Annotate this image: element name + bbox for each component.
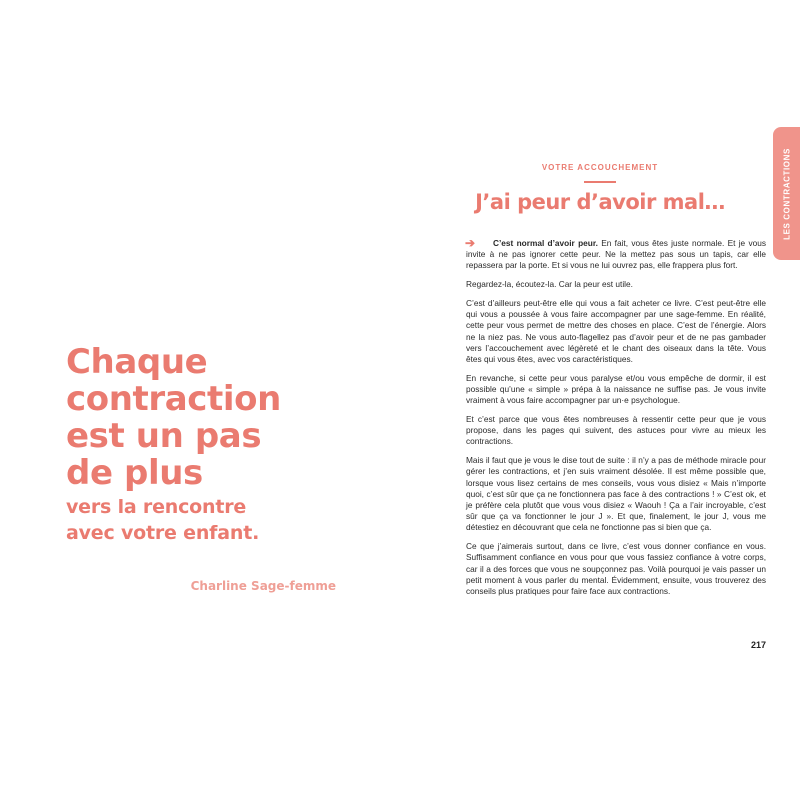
body-text — [466, 238, 766, 605]
chapter-tab — [773, 127, 800, 260]
paragraph-lead: C’est normal d’avoir peur. — [493, 238, 598, 248]
quote-sub-line: avec votre enfant. — [66, 522, 260, 544]
quote-line: est un pas — [66, 416, 262, 456]
quote-line: contraction — [66, 379, 281, 419]
paragraph — [466, 238, 766, 272]
page-number: 217 — [750, 640, 766, 650]
section-kicker: VOTRE ACCOUCHEMENT — [541, 163, 659, 172]
paragraph: Regardez-la, écoutez-la. Car la peur est utile. — [466, 279, 633, 290]
paragraph: Et c’est parce que vous êtes nombreuses à ressentir cette peur que je vous propose, dans les pages qui suivent, des astuces pour vivre au mieux les contractions. — [466, 414, 766, 447]
quote-signature: Charline Sage-femme — [190, 579, 336, 593]
paragraph: Mais il faut que je vous le dise tout de suite : il n’y a pas de méthode miracle pour gérer les contractions, et j’en suis vraiment désolée. Il est même possible que, lorsque vous lisez certains de mes conseils, vous vous disiez « Mais n’importe quoi, c’est sûr que ça ne fonctionnera pas face à des contractions ! » C’est ok, et je préfère cela plutôt que vous vous disiez « Waouh ! Ça a l’air incroyable, c’est sûr que ça va fonctionner le jour J ». Et que, finalement, le jour J, vous me détestiez en découvrant que cela ne fonctionne pas si bien que ça. — [466, 455, 766, 533]
quote-sub — [66, 494, 356, 546]
quote-line: Chaque — [66, 342, 208, 382]
arrow-right-icon: ➔ — [465, 236, 476, 250]
paragraph: C’est d’ailleurs peut-être elle qui vous a fait acheter ce livre. C’est peut-être elle qui vous a poussée à vous faire accompagner par une sage-femme. En réalité, cette peur vous permet de mettre des choses en place. C’est de l’énergie. Alors ne la niez pas. Ne vous auto-flagellez pas d’avoir peur et de ne pas gambader vers l’accouchement avec légèreté et le chant des oiseaux dans la tête. Vous êtes qui vous êtes, avec vos caractéristiques. — [466, 298, 766, 365]
paragraph-rest: En fait, vous êtes juste normale. Et je vous invite à ne pas ignorer cette peur. Ne la mettez pas sous un tapis, car elle repassera par la porte. Et si vous ne lui ouvrez pas, elle frappera plus fort. — [466, 238, 766, 271]
quote-line: de plus — [66, 453, 203, 493]
pull-quote — [66, 344, 356, 546]
quote-main — [66, 344, 356, 492]
kicker-divider — [584, 181, 616, 183]
quote-sub-line: vers la rencontre — [66, 496, 247, 518]
chapter-tab-label: LES CONTRACTIONS — [782, 147, 791, 240]
page-title: J’ai peur d’avoir mal… — [475, 190, 725, 214]
paragraph: En revanche, si cette peur vous paralyse et/ou vous empêche de dormir, il est possible qu’une « simple » prépa à la naissance ne suffise pas. Je vous invite vraiment à vous faire accompagner par un·e psychologue. — [466, 372, 766, 406]
paragraph: Ce que j’aimerais surtout, dans ce livre, c’est vous donner confiance en vous. Suffisamment confiance en vous pour que vous fassiez confiance à votre corps, car il a des forces que vous ne soupçonnez pas. Voilà pourquoi je vais passer un petit moment à vous parler du mental. Évidemment, ensuite, vous trouverez des conseils plus pratiques pour faire face aux contractions. — [466, 541, 766, 597]
